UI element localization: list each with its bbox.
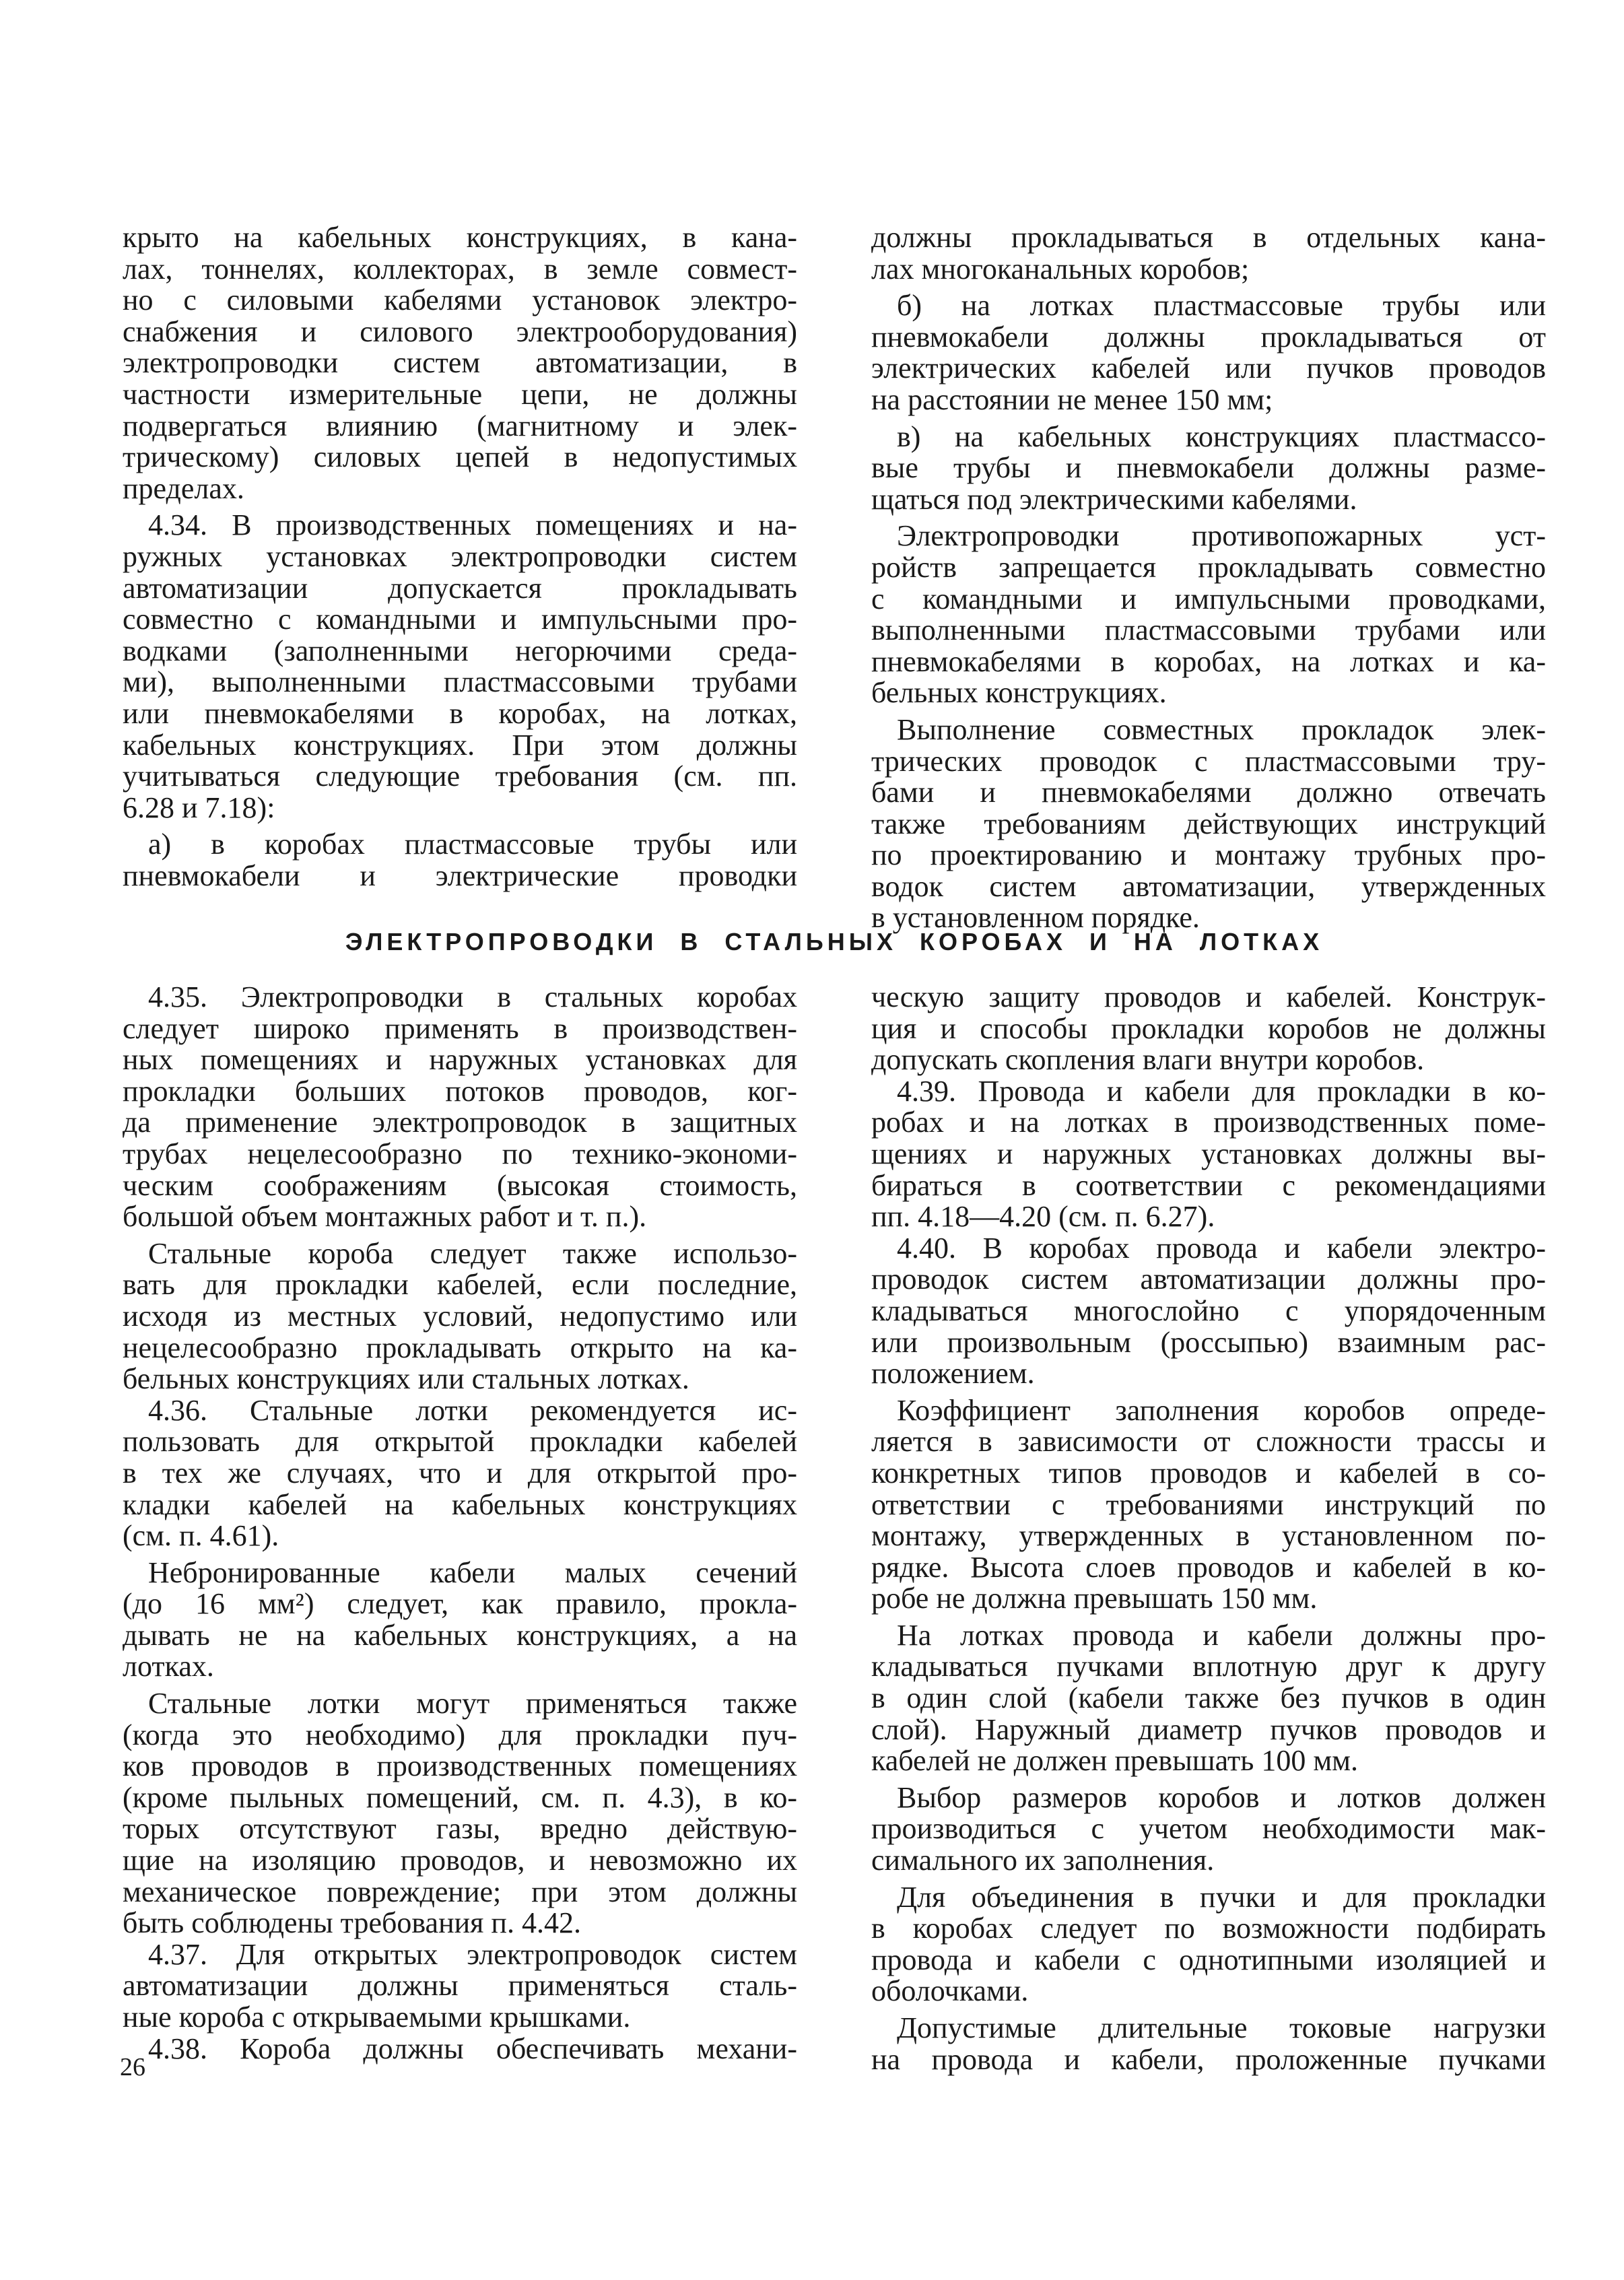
text-line: слой). Наружный диаметр пучков проводов и: [871, 1712, 1546, 1746]
text-line: 4.36. Стальные лотки рекомендуется ис-: [148, 1393, 797, 1427]
text-line: водок систем автоматизации, утвержденных: [871, 869, 1546, 903]
text-line: учитываться следующие требования (см. пп.: [123, 760, 797, 793]
text-line: да применение электропроводок в защитных: [123, 1106, 797, 1139]
text-line: производиться с учетом необходимости мак-: [871, 1812, 1546, 1846]
text-line: рядке. Высота слоев проводов и кабелей в ко-: [871, 1550, 1546, 1584]
text-line: робе не должна превышать 150 мм.: [871, 1582, 1318, 1615]
text-line: кладываться многослойно с упорядоченным: [871, 1294, 1546, 1327]
column-left-bottom: [123, 982, 797, 2065]
column-right-bottom: [871, 982, 1546, 2075]
text-line: кабельных конструкциях. При этом должны: [123, 728, 797, 762]
text-line: трическому) силовых цепей в недопустимых: [123, 440, 797, 474]
text-line: (когда это необходимо) для прокладки пуч-: [123, 1718, 797, 1751]
text-line: бираться в соответствии с рекомендациями: [871, 1168, 1546, 1202]
text-line: щаться под электрическими кабелями.: [871, 482, 1357, 516]
text-line: крыто на кабельных конструкциях, в кана-: [123, 221, 797, 254]
text-line: в тех же случаях, что и для открытой про-: [123, 1456, 797, 1489]
text-line: снабжения и силового электрооборудования): [123, 314, 797, 348]
text-line: допускать скопления влаги внутри коробов.: [871, 1043, 1425, 1077]
text-line: электропроводки систем автоматизации, в: [123, 346, 797, 380]
text-line: ройств запрещается прокладывать совместно: [871, 550, 1546, 584]
section-heading: ЭЛЕКТРОПРОВОДКИ В СТАЛЬНЫХ КОРОБАХ И НА ЛОТКАХ: [345, 928, 1324, 955]
text-line: пределах.: [123, 471, 244, 505]
text-line: совместно с командными и импульсными про-: [123, 603, 797, 636]
text-line: с командными и импульсными проводками,: [871, 582, 1546, 615]
text-line: на провода и кабели, проложенные пучками: [871, 2042, 1546, 2076]
text-line: 4.34. В производственных помещениях и на-: [148, 508, 797, 542]
text-line: 4.38. Короба должны обеспечивать механи-: [148, 2032, 797, 2065]
text-line: Небронированные кабели малых сечений: [148, 1555, 797, 1589]
text-line: провода и кабели с однотипными изоляцией и: [871, 1943, 1546, 1976]
text-line: 6.28 и 7.18):: [123, 791, 275, 824]
text-line: прокладки больших потоков проводов, ког-: [123, 1074, 797, 1108]
text-line: симального их заполнения.: [871, 1844, 1215, 1877]
text-line: пневмокабели и электрические проводки: [123, 859, 797, 892]
text-line: ружных установках электропроводки систем: [123, 539, 797, 573]
text-line: бельных конструкциях.: [871, 676, 1167, 710]
text-line: Стальные лотки могут применяться также: [148, 1687, 797, 1720]
text-line: Электропроводки противопожарных уст-: [897, 519, 1546, 553]
text-line: выполненными пластмассовыми трубами или: [871, 613, 1546, 647]
text-line: вать для прокладки кабелей, если последние,: [123, 1268, 797, 1302]
column-right-top: [871, 222, 1546, 934]
column-left-top: [123, 222, 797, 892]
text-line: лотках.: [123, 1650, 214, 1683]
page-number: 26: [120, 2053, 145, 2081]
text-line: в один слой (кабели также без пучков в один: [871, 1681, 1546, 1715]
text-line: быть соблюдены требования п. 4.42.: [123, 1906, 581, 1940]
text-line: бельных конструкциях или стальных лотках.: [123, 1362, 689, 1396]
text-line: дывать не на кабельных конструкциях, а на: [123, 1618, 797, 1652]
text-line: Выполнение совместных прокладок элек-: [897, 712, 1546, 746]
text-line: или пневмокабелями в коробах, на лотках,: [123, 696, 797, 730]
text-line: (до 16 мм²) следует, как правило, прокла-: [123, 1587, 797, 1621]
text-line: ных помещениях и наружных установках для: [123, 1043, 797, 1077]
text-line: также требованиям действующих инструкций: [871, 807, 1546, 840]
text-line: нецелесообразно прокладывать открыто на ка-: [123, 1331, 797, 1364]
text-line: торых отсутствуют газы, вредно действую-: [123, 1812, 797, 1846]
text-line: водками (заполненными негорючими среда-: [123, 634, 797, 667]
text-line: 4.35. Электропроводки в стальных коробах: [148, 980, 797, 1013]
text-line: в установленном порядке.: [871, 901, 1200, 935]
text-line: в коробах следует по возможности подбирать: [871, 1912, 1546, 1945]
text-line: пневмокабелями в коробах, на лотках и ка-: [871, 644, 1546, 678]
text-line: монтажу, утвержденных в установленном по-: [871, 1519, 1546, 1553]
text-line: (кроме пыльных помещений, см. п. 4.3), в ко-: [123, 1780, 797, 1814]
text-line: кладки кабелей на кабельных конструкциях: [123, 1487, 797, 1521]
text-line: автоматизации должны применяться сталь-: [123, 1969, 797, 2003]
text-line: ми), выполненными пластмассовыми трубами: [123, 665, 797, 699]
text-line: проводок систем автоматизации должны про-: [871, 1263, 1546, 1296]
text-line: пневмокабели должны прокладываться от: [871, 320, 1546, 354]
text-line: Стальные короба следует также использо-: [148, 1236, 797, 1270]
text-line: частности измерительные цепи, не должны: [123, 377, 797, 411]
text-line: Для объединения в пучки и для прокладки: [897, 1880, 1546, 1914]
text-line: ческим соображениям (высокая стоимость,: [123, 1168, 797, 1202]
text-line: Допустимые длительные токовые нагрузки: [897, 2011, 1546, 2044]
text-line: вые трубы и пневмокабели должны разме-: [871, 451, 1546, 485]
text-line: ческую защиту проводов и кабелей. Конструк-: [871, 980, 1546, 1013]
text-line: На лотках провода и кабели должны про-: [897, 1618, 1546, 1652]
text-line: бами и пневмокабелями должно отвечать: [871, 776, 1546, 809]
text-line: положением.: [871, 1357, 1035, 1390]
text-line: щие на изоляцию проводов, и невозможно их: [123, 1844, 797, 1877]
text-line: кабелей не должен превышать 100 мм.: [871, 1744, 1359, 1778]
text-line: лах многоканальных коробов;: [871, 252, 1250, 286]
text-line: оболочками.: [871, 1974, 1029, 2008]
text-line: автоматизации допускается прокладывать: [123, 571, 797, 605]
text-line: следует широко применять в производствен-: [123, 1011, 797, 1045]
text-line: по проектированию и монтажу трубных про-: [871, 838, 1546, 872]
text-line: исходя из местных условий, недопустимо или: [123, 1299, 797, 1333]
text-line: 4.40. В коробах провода и кабели электро-: [897, 1231, 1546, 1265]
text-line: а) в коробах пластмассовые трубы или: [148, 828, 797, 861]
text-line: большой объем монтажных работ и т. п.).: [123, 1200, 647, 1234]
text-line: или произвольным (россыпью) взаимным рас-: [871, 1325, 1546, 1359]
text-line: конкретных типов проводов и кабелей в со-: [871, 1456, 1546, 1489]
text-line: механическое повреждение; при этом должны: [123, 1875, 797, 1908]
text-line: электрических кабелей или пучков проводов: [871, 351, 1546, 385]
text-line: на расстоянии не менее 150 мм;: [871, 382, 1273, 416]
text-line: трических проводок с пластмассовыми тру-: [871, 744, 1546, 778]
text-line: трубах нецелесообразно по технико-экономи-: [123, 1137, 797, 1170]
text-line: ответствии с требованиями инструкций по: [871, 1487, 1546, 1521]
text-line: ляется в зависимости от сложности трассы и: [871, 1425, 1546, 1458]
text-line: б) на лотках пластмассовые трубы или: [897, 289, 1546, 323]
text-line: подвергаться влиянию (магнитному и элек-: [123, 409, 797, 442]
text-line: (см. п. 4.61).: [123, 1519, 279, 1553]
text-line: Коэффициент заполнения коробов опреде-: [897, 1393, 1546, 1427]
text-line: пп. 4.18—4.20 (см. п. 6.27).: [871, 1200, 1215, 1234]
text-line: лах, тоннелях, коллекторах, в земле совмест-: [123, 252, 797, 286]
text-line: кладываться пучками вплотную друг к другу: [871, 1650, 1546, 1683]
text-line: 4.39. Провода и кабели для прокладки в ко-: [897, 1074, 1546, 1108]
text-line: Выбор размеров коробов и лотков должен: [897, 1780, 1546, 1814]
text-line: робах и на лотках в производственных поме-: [871, 1106, 1546, 1139]
text-line: ные короба с открываемыми крышками.: [123, 2001, 631, 2034]
text-line: 4.37. Для открытых электропроводок систем: [148, 1937, 797, 1971]
text-line: щениях и наружных установках должны вы-: [871, 1137, 1546, 1170]
text-line: ков проводов в производственных помещениях: [123, 1749, 797, 1783]
text-line: но с силовыми кабелями установок электро-: [123, 283, 797, 317]
text-line: пользовать для открытой прокладки кабелей: [123, 1425, 797, 1458]
text-line: ция и способы прокладки коробов не должны: [871, 1011, 1546, 1045]
text-line: в) на кабельных конструкциях пластмассо-: [897, 420, 1546, 453]
text-line: должны прокладываться в отдельных кана-: [871, 221, 1546, 254]
